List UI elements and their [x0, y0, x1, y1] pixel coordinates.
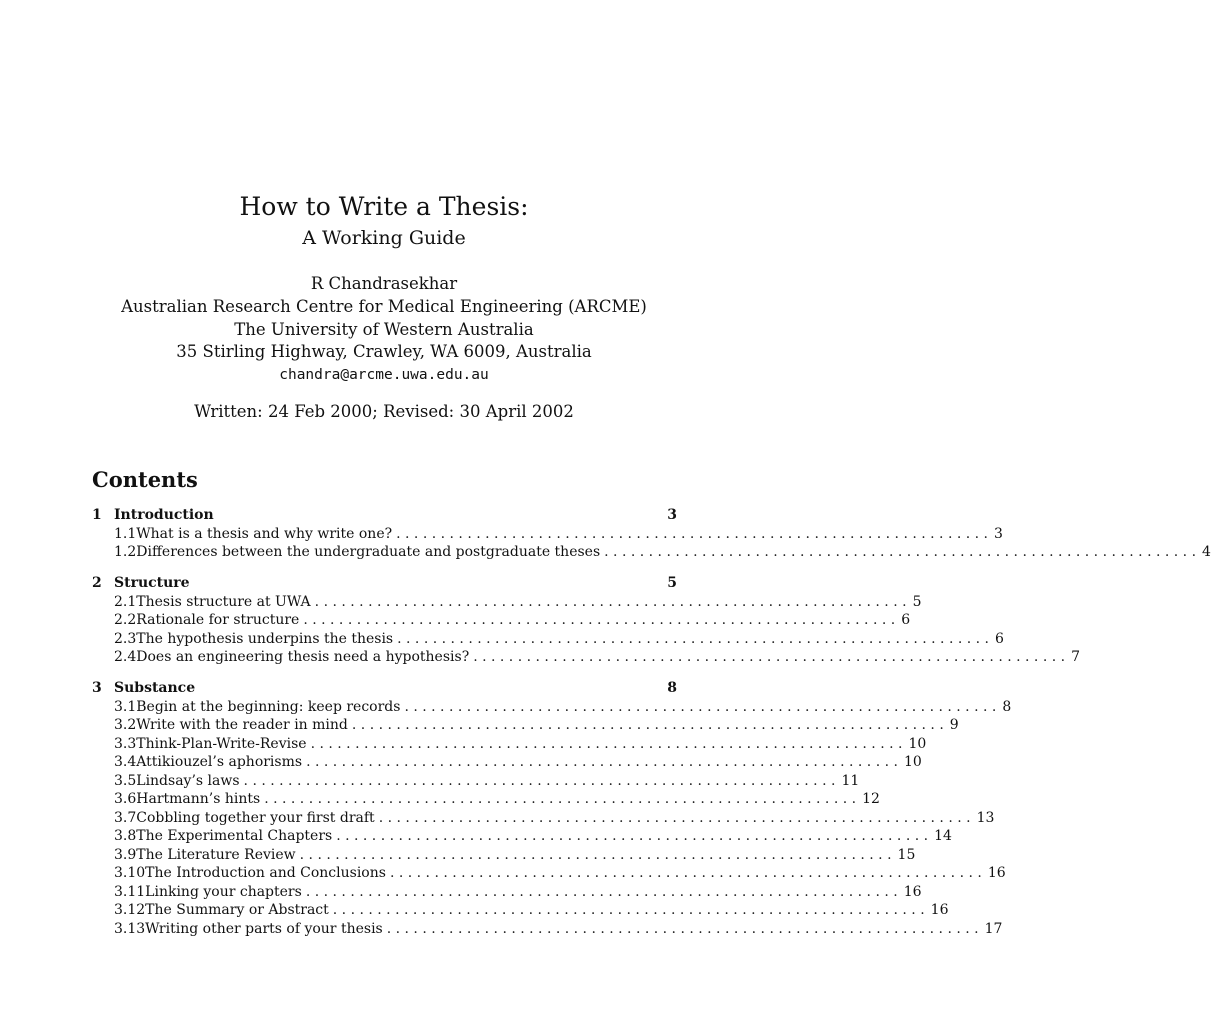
toc-entry-title: Rationale for structure	[136, 612, 300, 628]
toc-entry-page: 16	[987, 865, 1006, 881]
author-affiliation: Australian Research Centre for Medical Engineering (ARCME)	[121, 296, 647, 316]
toc-section	[92, 506, 1211, 562]
toc-section-page: 3	[667, 507, 677, 523]
toc-entry-page: 9	[949, 717, 959, 733]
toc-entry-number: 2.1	[114, 593, 137, 610]
toc-entry-number: 3.6	[114, 791, 137, 807]
dot-leader	[302, 883, 904, 902]
toc-entry[interactable]	[92, 790, 880, 809]
toc-entry[interactable]	[92, 920, 1003, 939]
toc-entry-page: 15	[897, 846, 916, 863]
toc-entry[interactable]	[92, 864, 1006, 883]
toc-entry-page: 12	[862, 791, 880, 807]
toc-entry-number: 3.4	[114, 754, 137, 770]
toc-entry-title: Begin at the beginning: keep records	[136, 698, 401, 715]
toc-entry-page: 8	[1002, 698, 1012, 715]
dot-leader	[296, 846, 898, 865]
toc-entry[interactable]	[92, 543, 1211, 562]
dot-leader	[383, 920, 985, 939]
dot-leader	[332, 827, 934, 846]
dot-leader	[386, 864, 988, 883]
author-name: R Chandrasekhar	[310, 274, 458, 293]
toc-entry-title: Attikiouzel’s aphorisms	[136, 754, 303, 770]
toc-entry-title: Lindsay’s laws	[136, 772, 240, 789]
toc-entry-page: 16	[930, 902, 949, 918]
table-of-contents	[92, 506, 1211, 951]
toc-entry-number: 2.4	[114, 649, 137, 665]
dot-leader	[302, 753, 904, 772]
toc-section-entry[interactable]	[92, 574, 677, 593]
toc-entry-title: The Summary or Abstract	[145, 902, 329, 918]
dot-leader	[393, 630, 995, 649]
toc-entry-number: 3.12	[114, 902, 146, 918]
toc-entry[interactable]	[92, 846, 916, 865]
toc-entry-page: 4	[1202, 544, 1211, 560]
toc-entry-page: 10	[903, 754, 922, 770]
toc-section-entry[interactable]	[92, 679, 677, 698]
toc-entry[interactable]	[92, 883, 922, 902]
toc-section-title: Introduction	[114, 507, 214, 523]
toc-entry-title: The Literature Review	[136, 846, 296, 863]
toc-section	[92, 679, 1012, 938]
toc-entry-page: 6	[901, 612, 911, 628]
toc-entry-page: 16	[903, 883, 922, 900]
toc-entry[interactable]	[92, 772, 860, 791]
dot-leader	[311, 593, 913, 612]
toc-entry[interactable]	[92, 593, 922, 612]
author-block	[0, 273, 768, 387]
toc-entry-number: 3.5	[114, 772, 137, 789]
toc-entry-title: Write with the reader in mind	[136, 717, 348, 733]
toc-entry[interactable]	[92, 698, 1012, 717]
toc-section-number: 1	[92, 507, 102, 523]
toc-entry-number: 3.7	[114, 809, 137, 826]
toc-entry-page: 3	[994, 525, 1003, 542]
toc-entry[interactable]	[92, 611, 911, 630]
toc-section-page: 8	[667, 680, 677, 696]
toc-entry[interactable]	[92, 735, 927, 754]
toc-entry-title: The hypothesis underpins the thesis	[136, 630, 394, 647]
dot-leader	[600, 543, 1202, 562]
toc-entry-page: 10	[908, 735, 927, 752]
dot-leader	[307, 735, 909, 754]
document-dates: Written: 24 Feb 2000; Revised: 30 April 2002	[194, 402, 574, 421]
toc-entry-page: 5	[912, 593, 922, 610]
toc-entry-number: 3.3	[114, 735, 137, 752]
toc-entry-title: What is a thesis and why write one?	[136, 525, 393, 542]
toc-entry-number: 3.9	[114, 846, 137, 863]
toc-entry-page: 13	[976, 809, 995, 826]
toc-entry[interactable]	[92, 753, 922, 772]
toc-section	[92, 574, 1081, 667]
toc-entry-page: 14	[934, 828, 952, 844]
toc-entry-page: 6	[995, 630, 1004, 647]
toc-entry-number: 1.1	[114, 525, 137, 542]
toc-entry[interactable]	[92, 525, 1003, 544]
toc-entry[interactable]	[92, 648, 1081, 667]
toc-entry-number: 1.2	[114, 544, 137, 560]
dot-leader	[348, 716, 950, 735]
toc-entry[interactable]	[92, 716, 959, 735]
toc-entry-page: 11	[841, 772, 860, 789]
toc-entry-title: Think-Plan-Write-Revise	[136, 735, 307, 752]
dot-leader	[299, 611, 901, 630]
toc-entry-number: 3.10	[114, 865, 146, 881]
toc-entry[interactable]	[92, 630, 1004, 649]
toc-entry-title: Differences between the undergraduate and postgraduate theses	[136, 544, 601, 560]
toc-entry[interactable]	[92, 827, 952, 846]
toc-entry-title: Cobbling together your first draft	[136, 809, 375, 826]
toc-entry-number: 3.2	[114, 717, 137, 733]
toc-entry-number: 2.3	[114, 630, 137, 647]
toc-section-number: 2	[92, 575, 102, 591]
dot-leader	[392, 525, 994, 544]
author-email: chandra@arcme.uwa.edu.au	[279, 367, 489, 384]
toc-entry-number: 3.11	[114, 883, 146, 900]
toc-entry-title: Thesis structure at UWA	[136, 593, 311, 610]
toc-entry-number: 2.2	[114, 612, 137, 628]
dot-leader	[240, 772, 842, 791]
dot-leader	[469, 648, 1071, 667]
contents-heading: Contents	[92, 467, 198, 492]
toc-section-page: 5	[667, 575, 677, 591]
toc-section-title: Structure	[114, 575, 190, 591]
toc-section-number: 3	[92, 680, 102, 696]
toc-entry-title: Does an engineering thesis need a hypothesis?	[136, 649, 470, 665]
document-subtitle: A Working Guide	[302, 227, 466, 249]
toc-entry[interactable]	[92, 809, 995, 828]
toc-entry-title: Hartmann’s hints	[136, 791, 261, 807]
toc-entry-title: Linking your chapters	[145, 883, 302, 900]
toc-entry-page: 17	[984, 920, 1003, 937]
toc-section-entry[interactable]	[92, 506, 677, 525]
toc-entry-number: 3.13	[114, 920, 146, 937]
author-address: 35 Stirling Highway, Crawley, WA 6009, Australia	[176, 342, 592, 362]
toc-section-title: Substance	[114, 680, 196, 696]
toc-entry-number: 3.1	[114, 698, 137, 715]
toc-entry-title: The Introduction and Conclusions	[145, 865, 386, 881]
dot-leader	[400, 698, 1002, 717]
toc-entry-number: 3.8	[114, 828, 137, 844]
author-university: The University of Western Australia	[234, 319, 534, 339]
toc-entry[interactable]	[92, 901, 949, 920]
document-title: How to Write a Thesis:	[239, 192, 529, 221]
dot-leader	[329, 901, 931, 920]
toc-entry-title: Writing other parts of your thesis	[145, 920, 383, 937]
toc-entry-title: The Experimental Chapters	[136, 828, 333, 844]
toc-entry-page: 7	[1071, 649, 1081, 665]
dot-leader	[260, 790, 862, 809]
dot-leader	[375, 809, 977, 828]
